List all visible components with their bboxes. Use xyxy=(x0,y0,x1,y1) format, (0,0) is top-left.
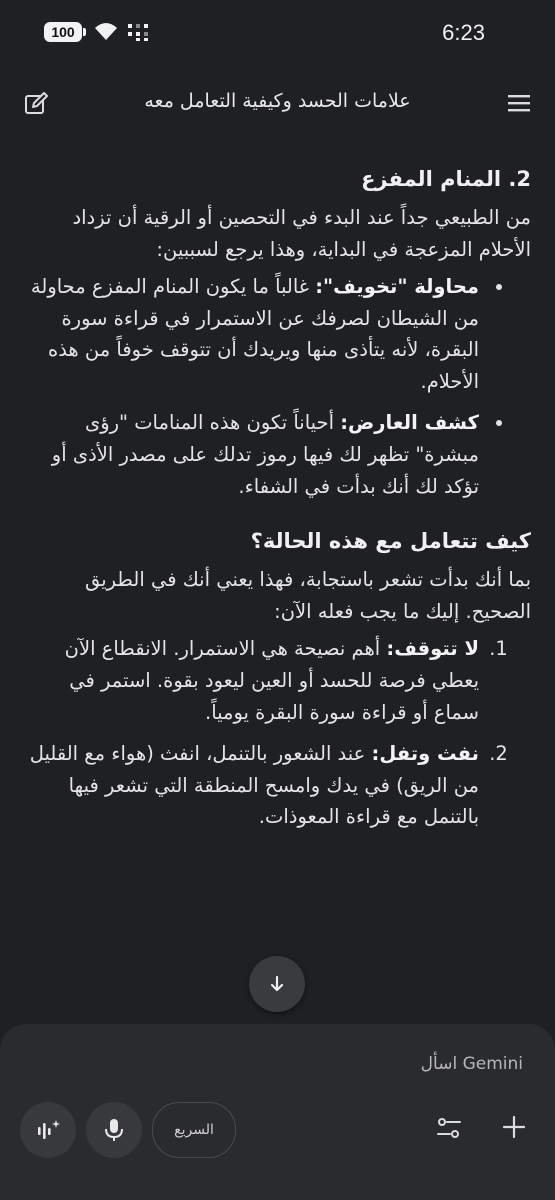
list-item-text: عند الشعور بالتنمل، انفث (هواء مع القليل من الريق) في يدك وامسح المنطقة التي تشعر فيها بالتنمل مع قراءة المعوذات. xyxy=(29,742,479,829)
section-heading-how-to-deal: كيف تتعامل مع هذه الحالة؟ xyxy=(250,529,531,554)
list-item-title: محاولة "تخويف": xyxy=(315,275,479,299)
list-item-title: كشف العارض: xyxy=(340,411,479,435)
reasons-list xyxy=(24,271,531,502)
plus-icon[interactable] xyxy=(501,1114,527,1140)
list-item-text: أحياناً تكون هذه المنامات "رؤى مبشرة" تظهر لك فيها رموز تدلك على مصدر الأذى أو تؤكد لك أنك بدأت في الشفاء. xyxy=(51,411,479,498)
new-chat-icon[interactable] xyxy=(22,90,50,118)
tools-icon[interactable] xyxy=(435,1114,463,1142)
page-title: علامات الحسد وكيفية التعامل معه xyxy=(144,90,411,112)
list-item xyxy=(24,271,483,397)
top-app-bar xyxy=(0,76,555,132)
section-heading-nightmares: 2. المنام المفزع xyxy=(361,167,531,191)
clock: 6:23 xyxy=(442,20,485,45)
list-item xyxy=(24,407,483,502)
microphone-button[interactable] xyxy=(86,1102,142,1158)
wifi-icon xyxy=(92,20,120,42)
chat-response xyxy=(24,140,531,843)
signal-icon xyxy=(126,20,156,42)
list-item xyxy=(24,738,483,833)
steps-list xyxy=(24,633,531,832)
list-item xyxy=(24,633,483,728)
list-item-title: نفث وتفل: xyxy=(371,742,479,766)
battery-indicator: 100 xyxy=(44,22,82,42)
prompt-composer xyxy=(0,1024,555,1200)
list-item-text: غالباً ما يكون المنام المفزع محاولة من الشيطان لصرفك عن الاستمرار في قراءة سورة البقرة، لأنه يتأذى منها ويريدك أن تتوقف خوفاً من هذه الأحلام. xyxy=(30,275,479,393)
arrow-down-icon xyxy=(267,974,287,994)
microphone-icon xyxy=(102,1117,126,1143)
scroll-to-bottom-button[interactable] xyxy=(249,956,305,1012)
section-intro: من الطبيعي جداً عند البدء في التحصين أو الرقية أن تزداد الأحلام المزعجة في البداية، وهذا يرجع لسببين: xyxy=(72,206,531,261)
prompt-input[interactable]: اسأل Gemini xyxy=(420,1054,523,1074)
section-intro: بما أنك بدأت تشعر باستجابة، فهذا يعني أنك في الطريق الصحيح. إليك ما يجب فعله الآن: xyxy=(84,568,531,623)
menu-icon[interactable] xyxy=(507,92,531,114)
live-waveform-icon xyxy=(35,1117,61,1143)
list-item-title: لا تتوقف: xyxy=(386,637,479,661)
model-selector-button[interactable]: السريع xyxy=(152,1102,236,1158)
status-bar xyxy=(0,0,555,66)
list-item-text: أهم نصيحة هي الاستمرار. الانقطاع الآن يعطي فرصة للحسد أو العين ليعود بقوة. استمر في سماع أو قراءة سورة البقرة يومياً. xyxy=(64,637,479,724)
live-button[interactable] xyxy=(20,1102,76,1158)
